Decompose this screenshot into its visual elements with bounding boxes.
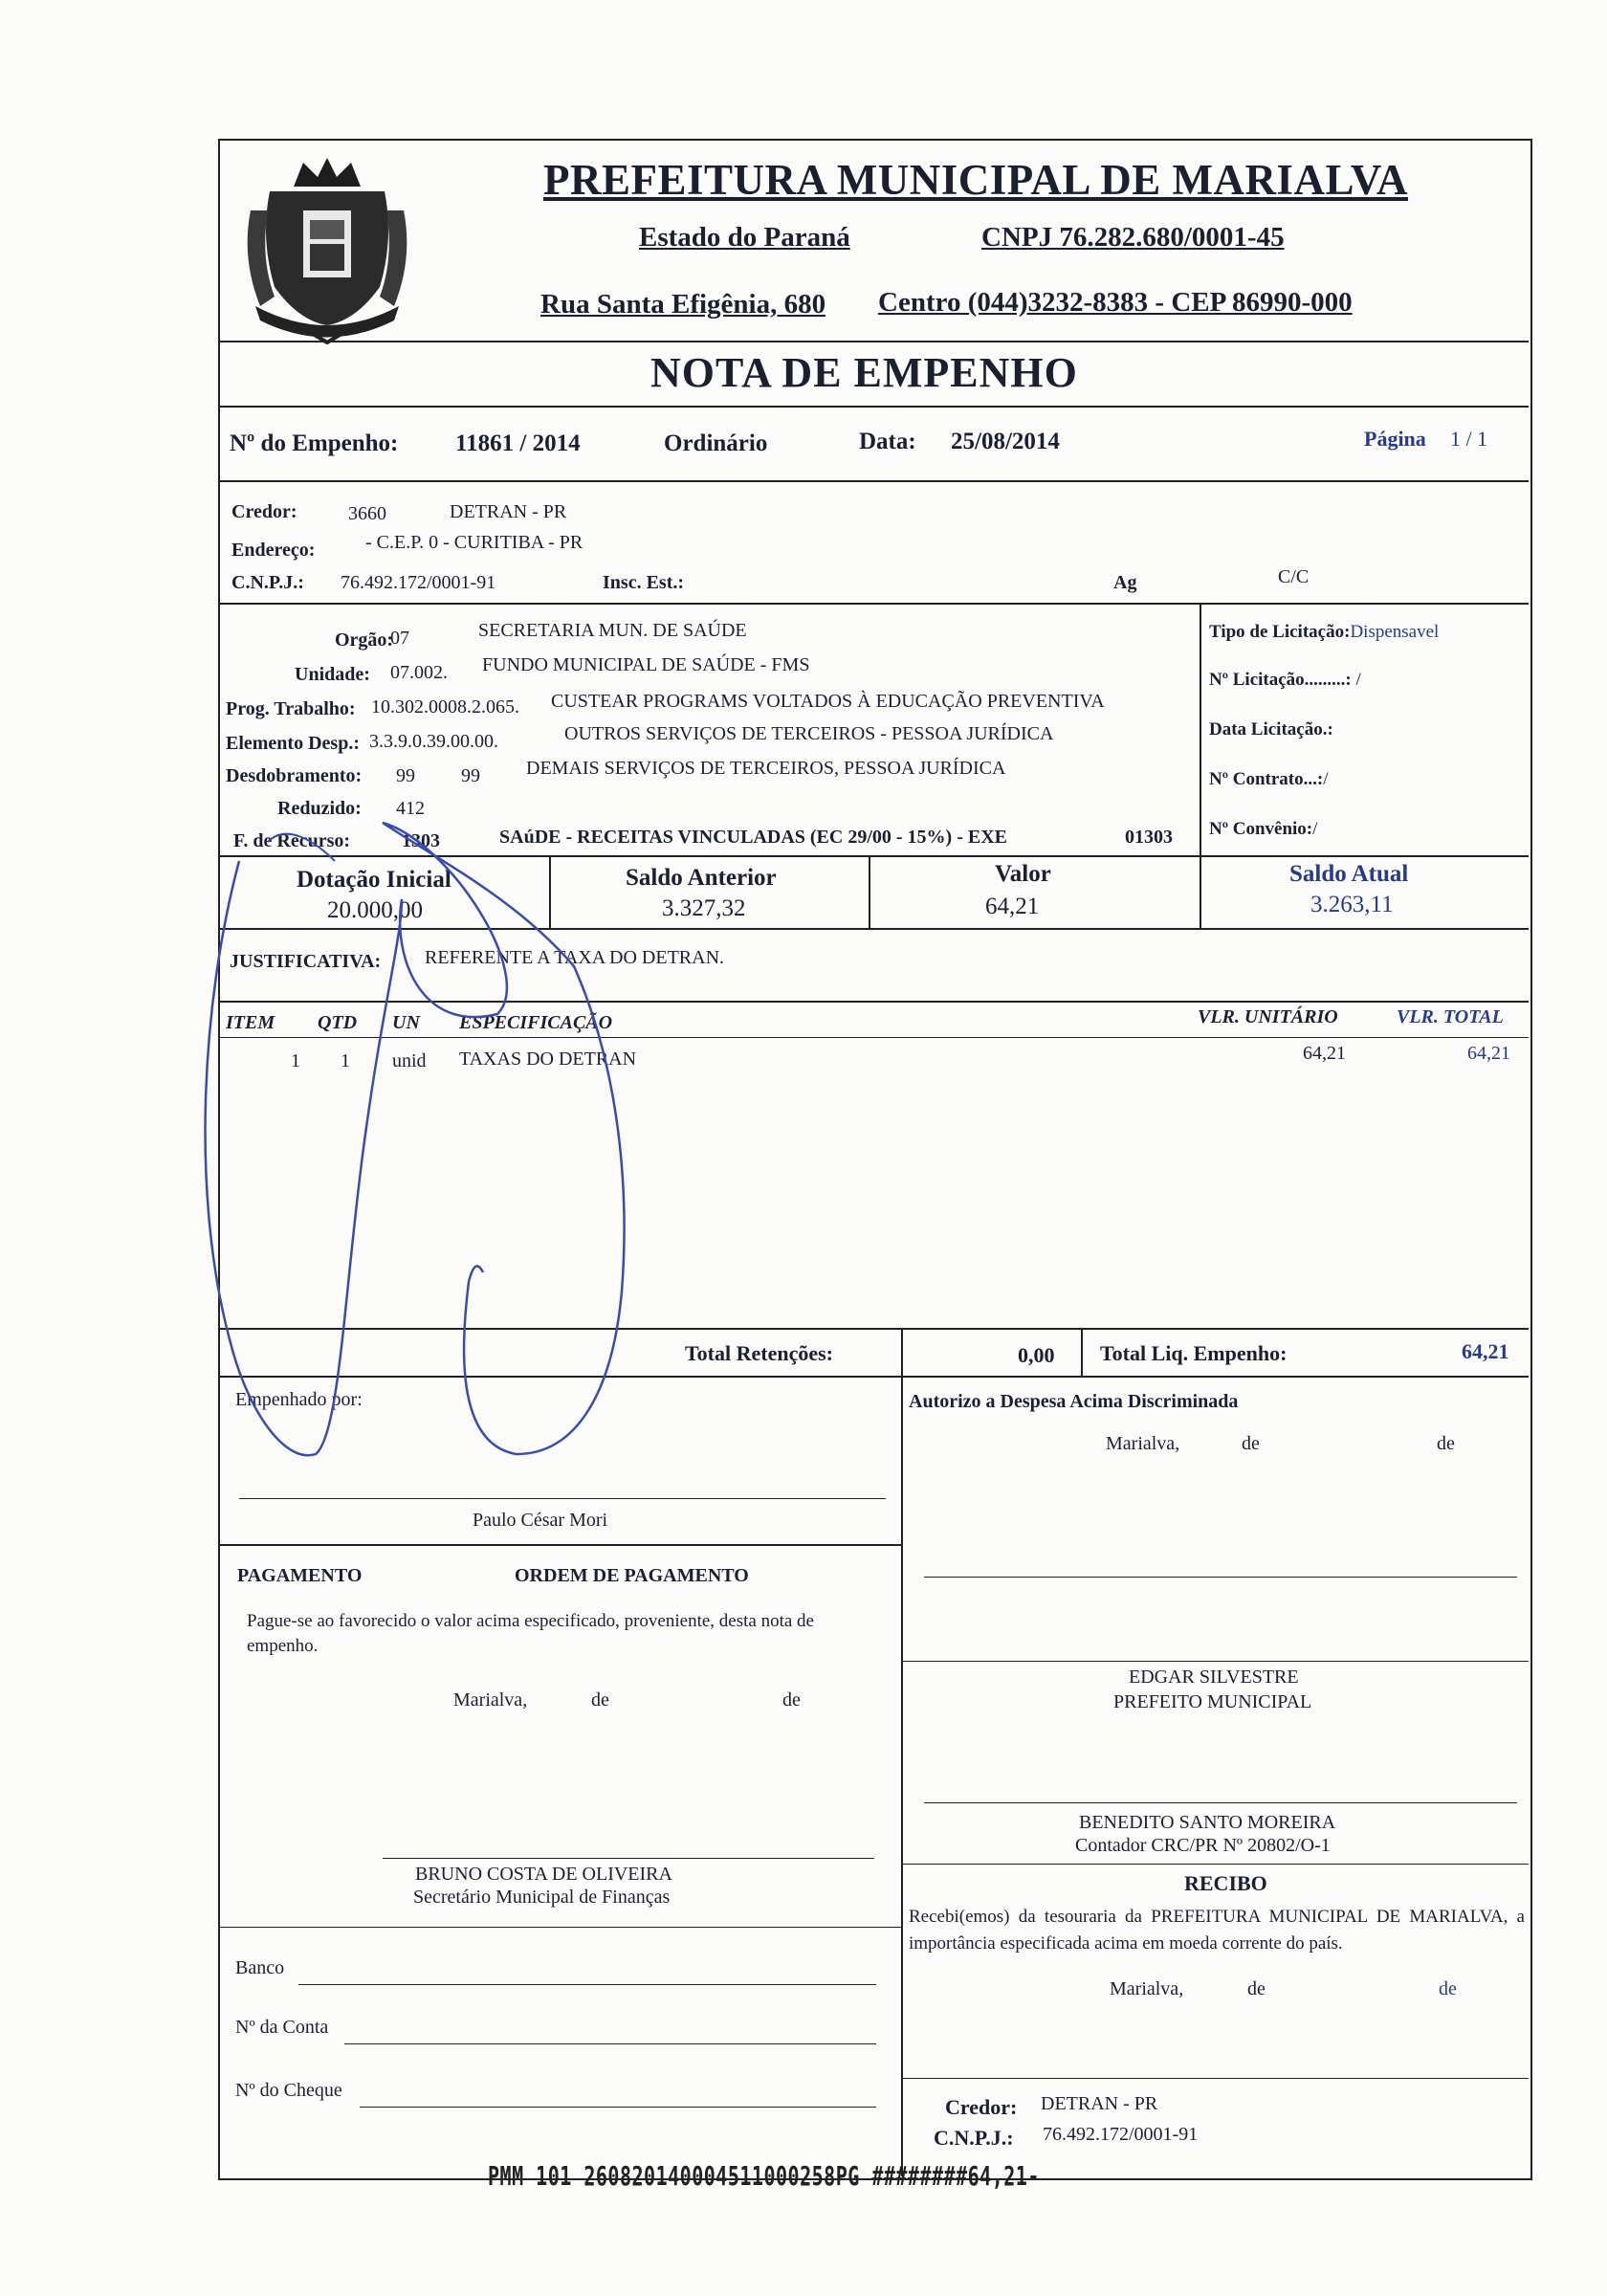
cnpj-value: 76.492.172/0001-91: [341, 572, 496, 593]
cheque-label: Nº do Cheque: [235, 2080, 342, 2101]
orgao-label: Orgão:: [335, 629, 394, 651]
secretario-title: Secretário Municipal de Finanças: [413, 1887, 671, 1908]
unidade-name: FUNDO MUNICIPAL DE SAÚDE - FMS: [482, 654, 810, 675]
endereco-label: Endereço:: [231, 540, 316, 561]
document-title: NOTA DE EMPENHO: [650, 349, 1078, 396]
empenho-number: 11861 / 2014: [455, 430, 581, 456]
recurso-code: 1303: [402, 830, 440, 851]
credor-label: Credor:: [231, 501, 297, 522]
col-vlr-unitario: VLR. UNITÁRIO: [1198, 1006, 1338, 1027]
orgao-code: 07: [390, 628, 409, 649]
empenhado-por-name: Paulo César Mori: [473, 1510, 608, 1531]
numero-contrato-value: /: [1323, 769, 1329, 789]
desdobramento-label: Desdobramento:: [226, 765, 363, 786]
dotacao-label: Dotação Inicial: [297, 867, 451, 893]
col-item: ITEM: [226, 1012, 275, 1033]
recurso-label: F. de Recurso:: [233, 830, 351, 851]
insc-est-label: Insc. Est.:: [603, 572, 685, 593]
row-un: unid: [392, 1050, 427, 1071]
col-un: UN: [392, 1012, 420, 1033]
saldo-atual-value: 3.263,11: [1310, 892, 1394, 917]
row-vlr-unitario: 64,21: [1303, 1043, 1346, 1064]
reduzido-value: 412: [396, 798, 425, 819]
row-vlr-total: 64,21: [1467, 1043, 1510, 1064]
row-qtd: 1: [341, 1050, 350, 1071]
saldo-anterior-value: 3.327,32: [662, 895, 746, 921]
contador-name: BENEDITO SANTO MOREIRA: [1079, 1812, 1336, 1833]
numero-convenio-label: Nº Convênio:: [1209, 819, 1313, 839]
numero-licitacao-value: /: [1355, 670, 1361, 690]
account-label: C/C: [1278, 566, 1310, 587]
prefeito-name: EDGAR SILVESTRE: [1129, 1667, 1299, 1688]
unidade-code: 07.002.: [390, 662, 448, 683]
recurso-code-2: 01303: [1125, 827, 1173, 848]
total-liquido-value: 64,21: [1462, 1339, 1509, 1363]
recibo-credor-label: Credor:: [945, 2095, 1018, 2119]
autorizo-de-2: de: [1437, 1433, 1455, 1454]
desdobramento-code-1: 99: [396, 765, 415, 786]
autorizo-city: Marialva,: [1106, 1433, 1180, 1454]
col-qtd: QTD: [318, 1012, 358, 1033]
justificativa-text: REFERENTE A TAXA DO DETRAN.: [425, 947, 725, 968]
municipality-address: Rua Santa Efigênia, 680: [540, 289, 826, 320]
ordem-pagamento-text: Pague-se ao favorecido o valor acima especificado, proveniente, desta nota de empenho.: [247, 1611, 814, 1656]
ordem-de-1: de: [591, 1689, 609, 1711]
recibo-text: Recebi(emos) da tesouraria da PREFEITURA MUNICIPAL DE MARIALVA, a importância especificada acima em moeda corrente do país.: [909, 1907, 1525, 1954]
ordem-de-2: de: [782, 1689, 801, 1711]
valor-label: Valor: [995, 861, 1051, 887]
footer-control-code: PMM 101 260820140004511000258PG ########64,21-: [488, 2159, 1040, 2192]
recibo-label: RECIBO: [1184, 1871, 1267, 1895]
pagamento-label: PAGAMENTO: [237, 1565, 363, 1586]
autorizo-de-1: de: [1242, 1433, 1260, 1454]
conta-label: Nº da Conta: [235, 2017, 329, 2038]
contador-title: Contador CRC/PR Nº 20802/O-1: [1075, 1835, 1331, 1856]
ordem-pagamento-label: ORDEM DE PAGAMENTO: [515, 1565, 749, 1586]
empenhado-por-label: Empenhado por:: [235, 1389, 363, 1410]
empenho-type: Ordinário: [664, 430, 768, 456]
recibo-de-2: de: [1439, 1978, 1457, 1999]
row-especificacao: TAXAS DO DETRAN: [459, 1049, 637, 1070]
ordem-city: Marialva,: [453, 1689, 528, 1711]
data-licitacao-label: Data Licitação.:: [1209, 719, 1333, 740]
numero-convenio-value: /: [1312, 819, 1318, 839]
state-name: Estado do Paraná: [639, 222, 850, 253]
prefeito-title: PREFEITO MUNICIPAL: [1113, 1691, 1312, 1712]
row-item: 1: [291, 1050, 300, 1071]
tipo-licitacao-label: Tipo de Licitação:: [1209, 622, 1351, 642]
endereco-value: - C.E.P. 0 - CURITIBA - PR: [365, 532, 583, 553]
total-retencoes-label: Total Retenções:: [685, 1341, 833, 1365]
col-vlr-total: VLR. TOTAL: [1397, 1006, 1504, 1027]
empenho-number-label: Nº do Empenho:: [230, 430, 399, 456]
recurso-name: SAúDE - RECEITAS VINCULADAS (EC 29/00 - 15%) - EXE: [499, 827, 1007, 848]
elemento-code: 3.3.9.0.39.00.00.: [369, 731, 498, 752]
dotacao-value: 20.000,00: [327, 897, 423, 923]
prog-trabalho-code: 10.302.0008.2.065.: [371, 696, 519, 718]
recibo-de-1: de: [1247, 1978, 1266, 1999]
total-retencoes-value: 0,00: [1018, 1343, 1055, 1367]
orgao-name: SECRETARIA MUN. DE SAÚDE: [478, 620, 747, 641]
valor-value: 64,21: [985, 894, 1040, 919]
desdobramento-code-2: 99: [461, 765, 480, 786]
prog-trabalho-name: CUSTEAR PROGRAMS VOLTADOS À EDUCAÇÃO PREVENTIVA: [551, 691, 1105, 712]
agency-label: Ag: [1113, 572, 1137, 593]
desdobramento-name: DEMAIS SERVIÇOS DE TERCEIROS, PESSOA JURÍDICA: [526, 758, 1006, 779]
municipality-cnpj: CNPJ 76.282.680/0001-45: [981, 222, 1285, 253]
secretario-name: BRUNO COSTA DE OLIVEIRA: [415, 1864, 672, 1885]
page-number: 1 / 1: [1450, 427, 1488, 451]
saldo-atual-label: Saldo Atual: [1289, 861, 1409, 887]
recibo-city: Marialva,: [1110, 1978, 1184, 1999]
numero-licitacao-label: Nº Licitação.........:: [1209, 670, 1352, 690]
banco-label: Banco: [235, 1957, 285, 1978]
recibo-cnpj-label: C.N.P.J.:: [934, 2126, 1014, 2150]
numero-contrato-label: Nº Contrato...:: [1209, 769, 1324, 789]
autorizo-label: Autorizo a Despesa Acima Discriminada: [909, 1391, 1239, 1412]
page-label: Página: [1364, 427, 1426, 451]
recibo-credor-name: DETRAN - PR: [1041, 2093, 1158, 2114]
credor-name: DETRAN - PR: [450, 501, 567, 522]
total-liquido-label: Total Liq. Empenho:: [1100, 1341, 1288, 1365]
unidade-label: Unidade:: [295, 664, 370, 685]
saldo-anterior-label: Saldo Anterior: [626, 865, 777, 891]
cnpj-label: C.N.P.J.:: [231, 572, 304, 593]
justificativa-label: JUSTIFICATIVA:: [230, 951, 382, 972]
reduzido-label: Reduzido:: [277, 798, 362, 819]
empenho-date: 25/08/2014: [951, 429, 1060, 454]
empenho-date-label: Data:: [859, 429, 916, 454]
credor-code: 3660: [348, 503, 386, 524]
tipo-licitacao-value: Dispensavel: [1350, 622, 1440, 642]
municipality-contact: Centro (044)3232-8383 - CEP 86990-000: [878, 287, 1353, 318]
prog-trabalho-label: Prog. Trabalho:: [226, 698, 356, 719]
municipality-title: PREFEITURA MUNICIPAL DE MARIALVA: [543, 156, 1409, 204]
elemento-label: Elemento Desp.:: [226, 733, 360, 754]
elemento-name: OUTROS SERVIÇOS DE TERCEIROS - PESSOA JURÍDICA: [564, 723, 1054, 744]
col-especificacao: ESPECIFICAÇÃO: [459, 1012, 613, 1033]
recibo-cnpj-value: 76.492.172/0001-91: [1043, 2124, 1199, 2145]
